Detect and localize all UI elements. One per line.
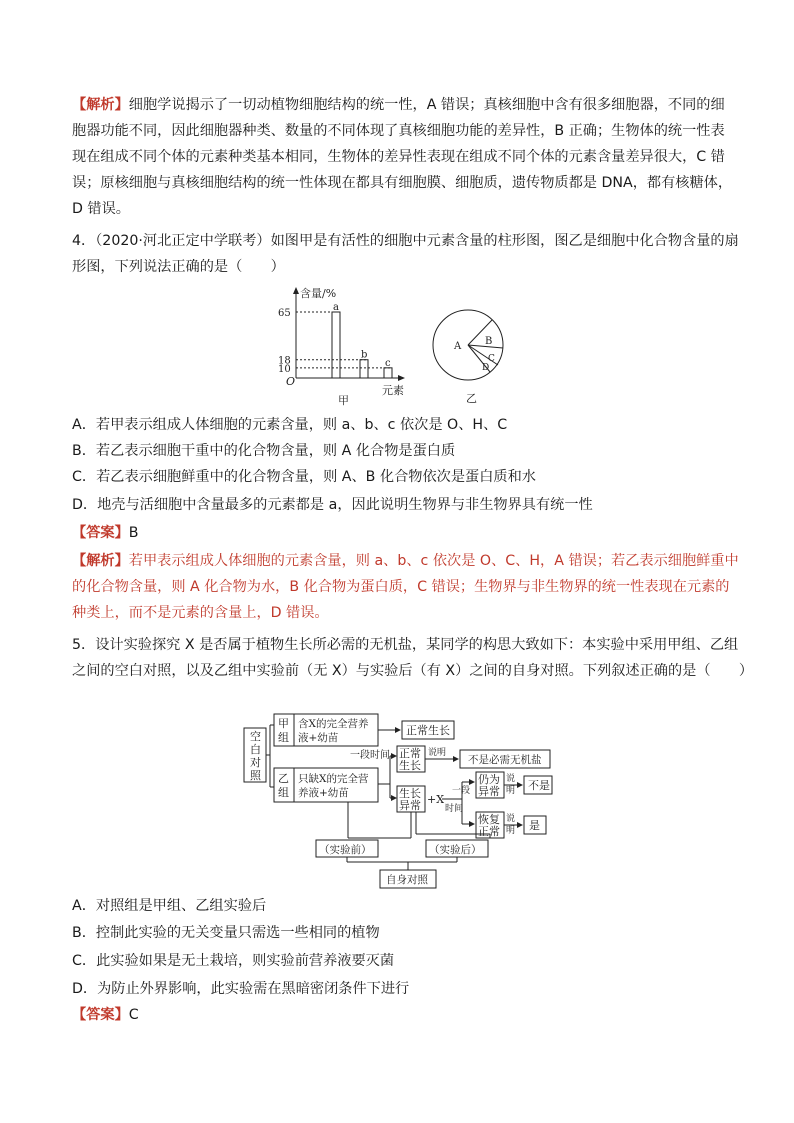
- svg-text:不是: 不是: [528, 779, 550, 792]
- svg-text:不是必需无机盐: 不是必需无机盐: [468, 754, 542, 766]
- q4-analysis-line: 种类上，而不是元素的含量上，D 错误。: [72, 605, 329, 621]
- q4-stem: 形图，下列说法正确的是（ ）: [72, 259, 285, 275]
- svg-text:乙: 乙: [278, 772, 289, 785]
- pie-label: B: [485, 336, 493, 347]
- svg-text:正常: 正常: [399, 747, 421, 760]
- svg-text:自身对照: 自身对照: [386, 874, 428, 886]
- bar-c: [384, 368, 392, 378]
- x-axis-arrow: [398, 375, 405, 381]
- svg-text:甲: 甲: [278, 717, 289, 730]
- svg-text:恢复: 恢复: [478, 813, 500, 826]
- pie-label: C: [488, 354, 495, 364]
- analysis-line: 误；原核细胞与真核细胞结构的统一性体现在都具有细胞膜、细胞质，遗传物质都是 DNA，都有核糖体，: [72, 175, 733, 191]
- y-tick-label: 65: [278, 308, 291, 319]
- pie-chart-yi: [426, 306, 510, 406]
- svg-text:说: 说: [506, 814, 516, 824]
- svg-text:说: 说: [506, 774, 516, 784]
- experiment-diagram: [240, 710, 560, 892]
- chart-caption: 甲: [338, 394, 349, 407]
- q4-option-a: A．若甲表示组成人体细胞的元素含量，则 a、b、c 依次是 O、H、C: [72, 417, 508, 433]
- svg-text:正常: 正常: [478, 825, 500, 838]
- svg-text:说明: 说明: [428, 748, 447, 758]
- y-tick-label: 18: [278, 355, 291, 367]
- q4-analysis-line: 【解析】若甲表示组成人体细胞的元素含量，则 a、b、c 依次是 O、C、H，A 错误；若乙表示细胞鲜重中: [72, 553, 739, 569]
- q5-option-c: C．此实验如果是无土栽培，则实验前营养液要灭菌: [72, 953, 395, 969]
- origin-label: O: [286, 375, 296, 388]
- analysis-line: 【解析】细胞学说揭示了一切动植物细胞结构的统一性，A 错误；真核细胞中含有很多细胞器，不同的细: [72, 97, 725, 113]
- q4-stem: 4．（2020·河北正定中学联考）如图甲是有活性的细胞中元素含量的柱形图，图乙是细胞中化合物含量的扇: [72, 233, 739, 249]
- svg-text:（实验后）: （实验后）: [429, 844, 482, 856]
- svg-text:明: 明: [506, 826, 516, 836]
- svg-text:对: 对: [250, 756, 261, 769]
- svg-text:异常: 异常: [399, 799, 421, 812]
- svg-text:明: 明: [506, 786, 516, 796]
- svg-text:组: 组: [278, 731, 289, 744]
- svg-text:仍为: 仍为: [478, 773, 500, 786]
- svg-text:生长: 生长: [399, 787, 421, 800]
- bar-chart-jia: [276, 282, 426, 407]
- y-axis-arrow: [293, 287, 299, 294]
- pie-caption: 乙: [466, 392, 477, 405]
- q4-option-c: C．若乙表示细胞鲜重中的化合物含量，则 A、B 化合物依次是蛋白质和水: [72, 469, 536, 485]
- bar-label: a: [333, 302, 339, 313]
- y-axis-label: 含量/%: [300, 287, 337, 300]
- x-axis-label: 元素: [382, 384, 404, 397]
- svg-text:+X: +X: [427, 793, 445, 806]
- q5-option-a: A．对照组是甲组、乙组实验后: [72, 898, 267, 914]
- svg-text:是: 是: [529, 819, 540, 832]
- svg-text:组: 组: [278, 786, 289, 799]
- svg-text:液+幼苗: 液+幼苗: [298, 732, 339, 744]
- q4-option-d: D．地壳与活细胞中含量最多的元素都是 a，因此说明生物界与非生物界具有统一性: [72, 497, 593, 513]
- svg-text:异常: 异常: [478, 785, 500, 798]
- svg-text:时间: 时间: [445, 804, 464, 814]
- svg-text:生长: 生长: [399, 759, 421, 772]
- svg-text:（实验前）: （实验前）: [319, 844, 372, 856]
- pie-label: A: [454, 341, 462, 352]
- bar-b: [360, 360, 368, 378]
- y-tick-label: 10: [278, 363, 291, 375]
- svg-text:正常生长: 正常生长: [406, 724, 450, 737]
- svg-text:只缺X的完全营: 只缺X的完全营: [298, 773, 369, 785]
- bar-label: b: [361, 349, 368, 361]
- q5-stem: 5．设计实验探究 X 是否属于植物生长所必需的无机盐，某同学的构思大致如下：本实验中采用甲组、乙组: [72, 637, 739, 653]
- analysis-line: 胞器功能不同，因此细胞器种类、数量的不同体现了真核细胞功能的差异性，B 正确；生物体的统一性表: [72, 123, 725, 139]
- svg-text:白: 白: [250, 743, 261, 756]
- svg-text:一段时间: 一段时间: [350, 750, 390, 761]
- q4-answer: 【答案】B: [72, 525, 139, 541]
- q5-stem: 之间的空白对照，以及乙组中实验前（无 X）与实验后（有 X）之间的自身对照。下列叙述正确的是（ ）: [72, 663, 754, 679]
- q4-option-b: B．若乙表示细胞干重中的化合物含量，则 A 化合物是蛋白质: [72, 443, 456, 459]
- svg-text:含X的完全营养: 含X的完全营养: [298, 718, 369, 730]
- svg-text:一段: 一段: [452, 786, 471, 796]
- analysis-line: D 错误。: [72, 201, 130, 217]
- svg-text:空: 空: [250, 730, 261, 743]
- analysis-line: 现在组成不同个体的元素种类基本相同，生物体的差异性表现在组成不同个体的元素含量差异很大，C 错: [72, 149, 725, 165]
- svg-text:养液+幼苗: 养液+幼苗: [298, 787, 349, 799]
- analysis-tag: 【解析】: [72, 97, 129, 113]
- pie-label: D: [482, 363, 490, 373]
- bar-label: c: [385, 357, 391, 369]
- q4-analysis-line: 的化合物含量，则 A 化合物为水，B 化合物为蛋白质，C 错误；生物界与非生物界的统一性表现在元素的: [72, 579, 730, 595]
- q5-answer: 【答案】C: [72, 1007, 139, 1023]
- q5-option-b: B．控制此实验的无关变量只需选一些相同的植物: [72, 925, 380, 941]
- q5-option-d: D．为防止外界影响，此实验需在黑暗密闭条件下进行: [72, 981, 410, 997]
- svg-text:照: 照: [250, 769, 261, 782]
